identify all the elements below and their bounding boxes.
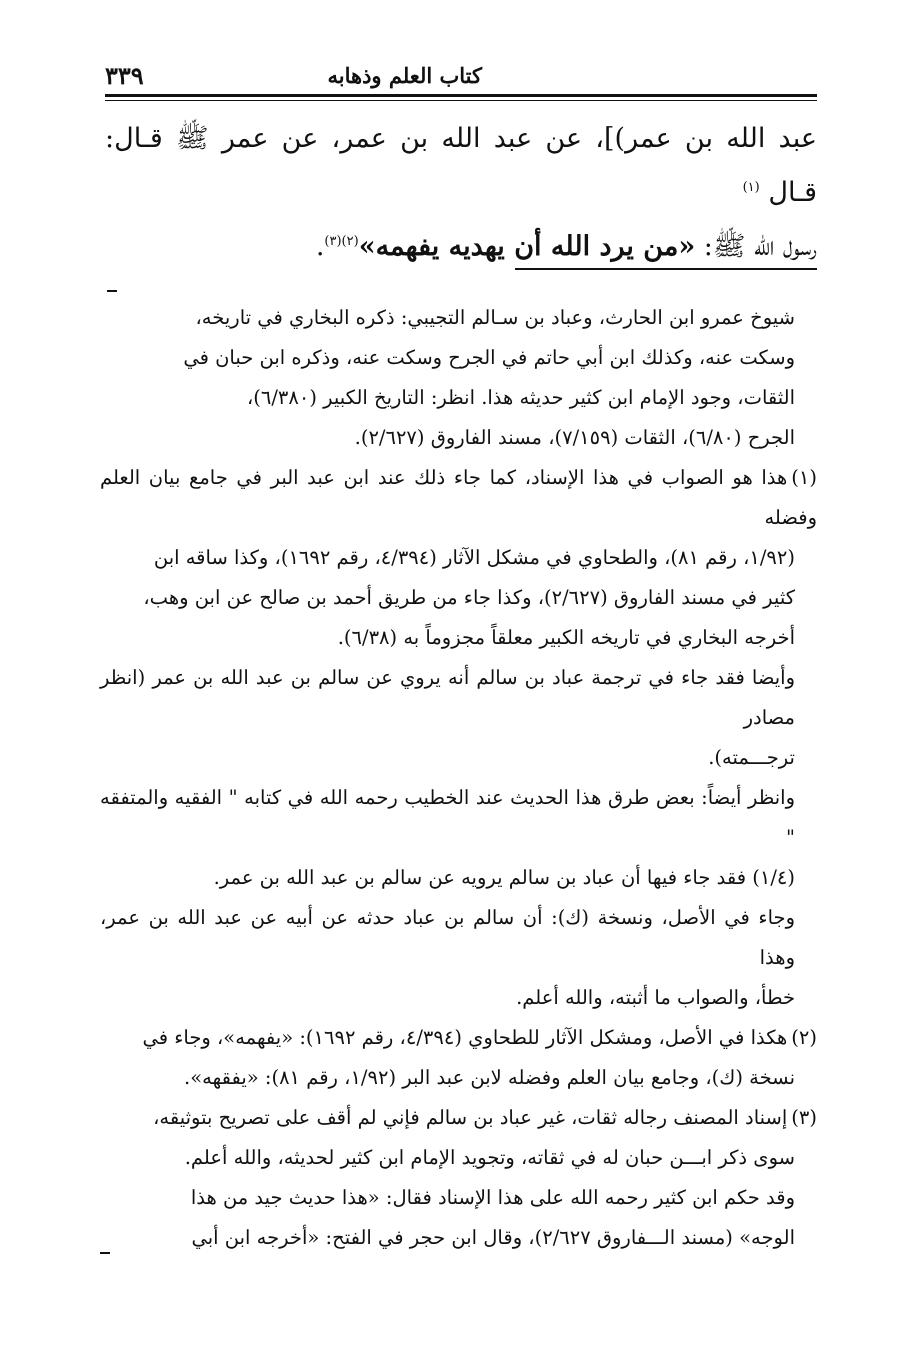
continuation-mark-bottom: [100, 1252, 110, 1254]
footnote-separator: [515, 268, 817, 270]
footnote-line: أخرجه البخاري في تاريخه الكبير معلقاً مجزوماً به (٦/٣٨).: [337, 626, 795, 649]
footnote-line: شيوخ عمرو ابن الحارث، وعباد بن سـالم التجيبي: ذكره البخاري في تاريخه،: [195, 306, 795, 329]
footnote-text: إسناد المصنف رجاله ثقات، غير عباد بن سالم فإني لم أقف على تصريح بتوثيقه،: [153, 1106, 788, 1129]
footnote-line: وأيضا فقد جاء في ترجمة عباد بن سالم أنه يروي عن سالم بن عبد الله بن عمر (انظر مصادر: [100, 666, 795, 729]
continuation-mark-top: [107, 290, 117, 292]
hadith-text: «من يرد الله أن يهديه يفهمه»: [358, 231, 696, 262]
footnote-line: [100, 1098, 817, 1138]
main-line-2-end: .: [315, 231, 325, 262]
footnote-number: (٢): [791, 1026, 817, 1049]
footnote-line: وجاء في الأصل، ونسخة (ك): أن سالم بن عباد حدثه عن أبيه عن عبد الله بن عمر، وهذا: [100, 906, 795, 969]
footnote-number: (١): [791, 466, 817, 489]
footnote-line: [100, 458, 817, 538]
footnote-line: (١/٩٢، رقم ٨١)، والطحاوي في مشكل الآثار (٤/٣٩٤، رقم ١٦٩٢)، وكذا ساقه ابن: [153, 546, 795, 569]
page-number: ٣٣٩: [105, 61, 144, 90]
footnote-text: هكذا في الأصل، ومشكل الآثار للطحاوي (٤/٣٩٤، رقم ١٦٩٢): «يفهمه»، وجاء في: [142, 1026, 788, 1049]
main-line-2-start: رسول الله ﷺ:: [695, 231, 817, 262]
footnote-continuation: [100, 298, 817, 458]
header-rule-thick: [105, 94, 817, 97]
footnote-ref-1: (١): [742, 180, 760, 195]
footnote-line: خطأ، والصواب ما أثبته، والله أعلم.: [516, 986, 795, 1009]
footnote-line: الثقات، وجود الإمام ابن كثير حديثه هذا. انظر: التاريخ الكبير (٦/٣٨٠)،: [246, 386, 795, 409]
footnotes: [100, 298, 817, 1258]
footnote-line: نسخة (ك)، وجامع بيان العلم وفضله لابن عبد البر (١/٩٢، رقم ٨١): «يفقهه».: [184, 1066, 795, 1089]
footnote-text: هذا هو الصواب في هذا الإسناد، كما جاء ذلك عند ابن عبد البر في جامع بيان العلم وفضله: [100, 466, 817, 529]
footnote-line: (١/٤) فقد جاء فيها أن عباد بن سالم يرويه عن سالم بن عبد الله بن عمر.: [213, 866, 795, 889]
footnote-line: الجرح (٦/٨٠)، الثقات (٧/١٥٩)، مسند الفاروق (٢/٦٢٧).: [354, 426, 795, 449]
footnote-line: [100, 1018, 817, 1058]
footnote-number: (٣): [791, 1106, 817, 1129]
footnote-line: كثير في مسند الفاروق (٢/٦٢٧)، وكذا جاء من طريق أحمد بن صالح عن ابن وهب،: [143, 586, 795, 609]
footnote-3: [100, 1098, 817, 1258]
footnote-line: وسكت عنه، وكذلك ابن أبي حاتم في الجرح وسكت عنه، وذكره ابن حبان في: [183, 346, 795, 369]
running-title: كتاب العلم وذهابه: [327, 63, 482, 88]
footnote-2: [100, 1018, 817, 1098]
running-head: [105, 55, 817, 95]
main-line-1-text: عبد الله بن عمر)]، عن عبد الله بن عمر، عن عمر ﷺ قـال: قـال: [105, 123, 817, 208]
main-line-1: [105, 112, 817, 220]
footnote-1: [100, 458, 817, 1018]
footnote-line: ترجـــمته).: [708, 746, 795, 769]
header-rule-thin: [105, 100, 817, 101]
footnote-line: وقد حكم ابن كثير رحمه الله على هذا الإسناد فقال: «هذا حديث جيد من هذا: [190, 1186, 795, 1209]
footnote-ref-2-3: (٢)(٣): [324, 234, 359, 249]
footnote-line: سوى ذكر ابـــن حبان له في ثقاته، وتجويد الإمام ابن كثير لحديثه، والله أعلم.: [184, 1146, 795, 1169]
main-line-2: [105, 220, 817, 274]
footnote-line: وانظر أيضاً: بعض طرق هذا الحديث عند الخطيب رحمه الله في كتابه " الفقيه والمتفقه ": [100, 786, 795, 849]
main-text: [105, 112, 817, 274]
footnote-line: الوجه» (مسند الـــفاروق ٢/٦٢٧)، وقال ابن حجر في الفتح: «أخرجه ابن أبي: [191, 1226, 795, 1249]
